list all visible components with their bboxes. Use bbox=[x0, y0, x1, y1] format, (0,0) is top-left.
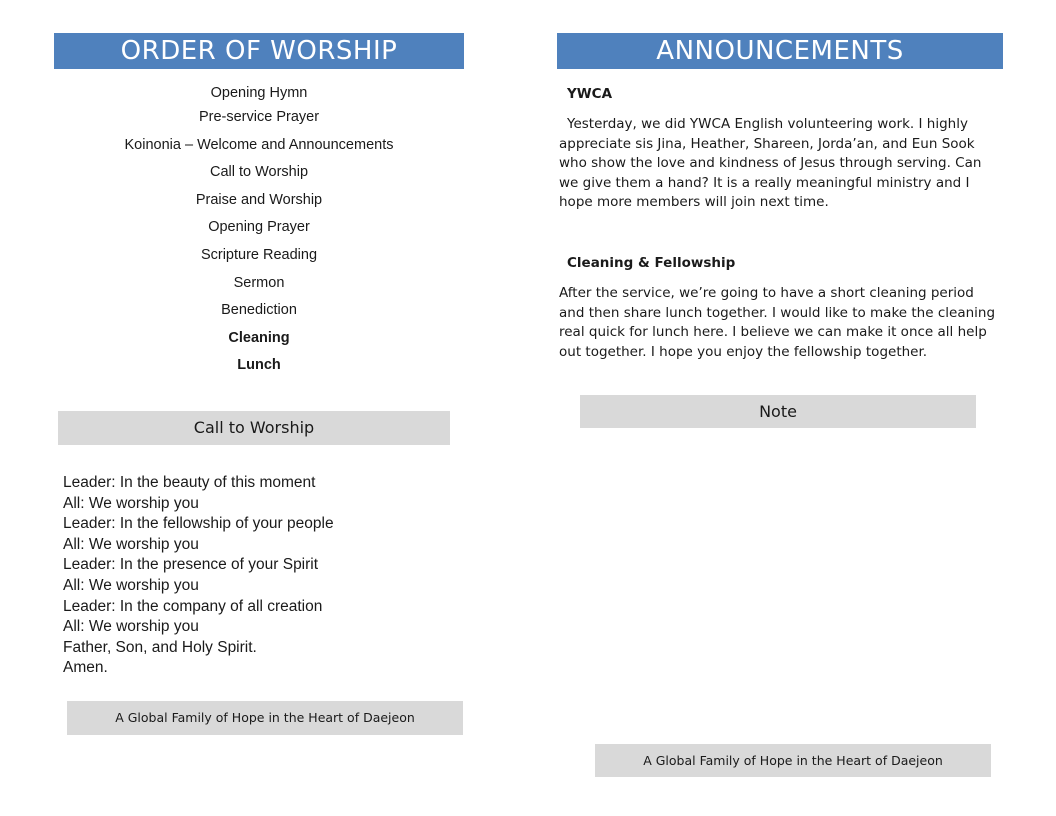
order-item: Koinonia – Welcome and Announcements bbox=[124, 137, 394, 153]
litany-line: All: We worship you bbox=[63, 494, 199, 512]
litany-line: All: We worship you bbox=[63, 576, 199, 594]
order-item: Scripture Reading bbox=[200, 247, 318, 263]
call-to-worship-litany bbox=[63, 473, 463, 679]
order-item: Opening Hymn bbox=[210, 85, 308, 101]
litany-line: All: We worship you bbox=[63, 618, 199, 636]
order-item: Pre-service Prayer bbox=[198, 109, 320, 125]
cleaning-fellowship-paragraph: After the service, we’re going to have a short cleaning period and then share lunch together. I would like to make the cleaning real quick for lunch here. I believe we can make it once all help out together. I hope you enjoy the fellowship together. bbox=[559, 285, 996, 360]
footer-tagline-right: A Global Family of Hope in the Heart of Daejeon bbox=[595, 744, 991, 777]
ywca-heading: YWCA bbox=[567, 86, 613, 102]
litany-line: Father, Son, and Holy Spirit. bbox=[63, 638, 257, 656]
order-item: Cleaning bbox=[228, 330, 290, 346]
litany-line: Leader: In the fellowship of your people bbox=[63, 515, 334, 533]
order-item: Praise and Worship bbox=[195, 192, 323, 208]
litany-line: Leader: In the company of all creation bbox=[63, 597, 323, 615]
note-heading: Note bbox=[580, 395, 976, 428]
order-item: Opening Prayer bbox=[208, 219, 310, 235]
litany-line: Leader: In the beauty of this moment bbox=[63, 474, 316, 491]
order-item: Lunch bbox=[237, 357, 281, 373]
litany-line: Leader: In the presence of your Spirit bbox=[63, 556, 319, 574]
litany-line: All: We worship you bbox=[63, 535, 199, 553]
order-of-worship-banner: ORDER OF WORSHIP bbox=[54, 33, 464, 69]
announcements-banner: ANNOUNCEMENTS bbox=[557, 33, 1003, 69]
order-item: Call to Worship bbox=[209, 164, 309, 180]
litany-line: Amen. bbox=[63, 659, 108, 677]
footer-tagline-left: A Global Family of Hope in the Heart of Daejeon bbox=[67, 701, 463, 735]
order-item: Sermon bbox=[233, 275, 285, 291]
ywca-paragraph: Yesterday, we did YWCA English volunteering work. I highly appreciate sis Jina, Heather, Shareen, Jorda’an, and Eun Sook who show the love and kindness of Jesus through serving. Can we give them a hand? It is a really meaningful ministry and I hope more members will join next time. bbox=[559, 116, 982, 211]
cleaning-fellowship-heading: Cleaning & Fellowship bbox=[567, 255, 736, 271]
order-item: Benediction bbox=[221, 302, 297, 318]
call-to-worship-heading: Call to Worship bbox=[58, 411, 450, 445]
